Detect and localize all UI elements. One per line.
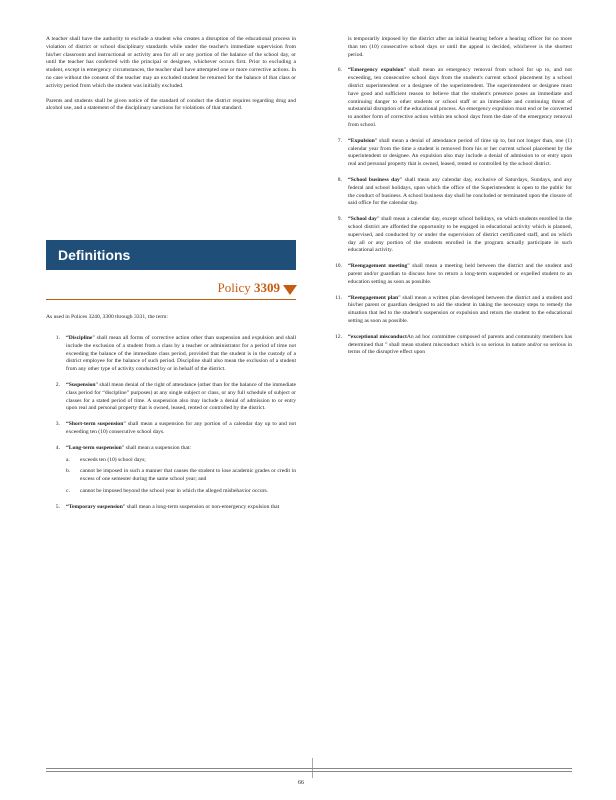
right-definition-list [328,36,572,365]
definition-term: “Emergency expulsion [348,67,404,74]
policy-label [190,280,280,296]
definition-item [328,263,572,286]
policy-number: 3309 [254,280,280,295]
left-top-text [46,36,296,120]
definition-text: ” shall mean a calendar day, except school holidays, on which students enrolled in the school district are afforded the opportunity to be engaged in educational activity which is planned, supervised, and conducted by or under the supervision of district certificated staff, and on which day all or any portion of the students enrolled in the program actually participate in such educational activity. [348,216,572,254]
definition-term: “Short-term suspension [66,421,124,428]
definition-item [328,67,572,129]
sub-letter: c. [66,487,70,494]
definition-item [328,138,572,169]
footer-rule [46,768,572,769]
definition-term: “Expulsion [348,137,375,144]
triangle-down-icon [283,285,297,295]
sub-text: exceeds ten (10) school days; [80,456,146,463]
sub-letter: a. [66,456,70,463]
section-title: Definitions [58,247,131,263]
continuation-text: is temporarily imposed by the district after an initial hearing before a hearing officer for no more than ten (10) consecutive school days or until the appeal is decided, whichever is the shortest period. [348,36,572,58]
definition-text: ” shall mean a suspension that: [121,444,191,451]
definition-term: “School business day [348,176,400,183]
item-number: 4. [55,444,60,451]
definition-item [328,216,572,255]
item-number: 8. [337,176,342,183]
page-number: 66 [298,780,304,786]
definition-text: ” shall mean all forms of corrective action other than suspension and expulsion and shall include the exclusion of a student from a class by a teacher or administrator for a period of time not exceeding the balance of the immediate class period, provided that the student is in the custody of a district employee for the balance of such period. Discipline shall also mean the exclusion of a student from any other type of activity conducted by or in behalf of the district. [66,335,296,373]
item-number: 6. [337,67,342,74]
section-header-bar [46,240,296,270]
intro-text: As used in Polices 3240, 3300 through 3331, the term: [46,314,168,320]
definition-item [328,177,572,208]
definition-text: ” shall mean any calendar day, exclusive of Saturdays, Sundays, and any federal and school holidays, upon which the office of the Superintendent is open to the public for the conduct of business. A school business day shall be concluded or terminated upon the closure of said office for the calendar day. [348,176,572,207]
sub-item [66,488,296,496]
definition-text: ” shall mean denial of the right of attendance (other than for the balance of the immediate class period for “discipline” purposes) at any single subject or class, or any full schedule of subject or classes for a stated period of time. A suspension also may include a denial of admission to or entry upon real and personal property that is owned, leased, rented or controlled by the district. [66,381,296,412]
definition-term: “Temporary suspension [66,503,123,510]
paragraph-notice: Parents and students shall be given notice of the standard of conduct the district requires regarding drug and alcohol use, and a statement of the disciplinary sanctions for violations of that standard. [46,97,296,112]
definition-text: ” shall mean a meeting held between the district and the student and parent and/or guardian to discuss how to return a long-term suspended or expelled student to an education setting as soon as possible. [348,263,572,285]
item-number: 5. [55,503,60,510]
definition-text: ” shall mean a long-term suspension or non-emergency expulsion that [122,503,280,510]
sub-item [66,457,296,465]
definition-text: An ad hoc committee composed of parents and community members has determined that ” shall mean student misconduct which is so serious in nature and/or so serious in terms of the disruptive effect upon [348,333,572,356]
definition-text: ” shall mean a denial of attendance period of time up to, but not longer than, one (1) calendar year from the time a student is removed from his or her current school placement by the superintendent or designee. An expulsion also may include a denial of admission to or entry upon real and personal property that is owned, leased, rented or controlled by the school district. [348,137,572,168]
definition-text: ” shall mean an emergency removal from school for up to, and not exceeding, ten consecutive school days from the student's current school placement by a school district superintendent or a designee of the superintendent. The superintendent or designee must have good and sufficient reason to believe that the student's presence poses an immediate and continuing danger to other students or school staff or an immediate and continuing threat of substantial disruption of the educational process. An emergency expulsion must end or be converted to another form of corrective action within ten school days from the date of the emergency removal from school. [348,67,572,128]
definition-item [328,295,572,326]
item-number: 7. [337,137,342,144]
sub-text: cannot be imposed beyond the school year in which the alleged misbehavior occurs. [80,487,269,494]
definition-term: “Suspension [66,381,96,388]
definition-text: ” shall mean a suspension for any portion of a calendar day up to and not exceeding ten (10) consecutive school days. [66,421,297,435]
definition-term: “Discipline [66,335,93,341]
definition-term: “Long-term suspension [66,444,122,451]
definition-item [46,504,296,512]
definition-text: ” shall mean a written plan developed between the district and a student and his/her parent or guardian designed to aid the student in taking the necessary steps to remedy the situation that led to the student's suspension or expulsion and return the student to the educational setting as soon as possible. [348,294,573,324]
item-number: 2. [55,381,60,388]
sub-letter: b. [66,468,71,475]
definition-term: “exceptional misconduct [348,333,407,340]
item-number: 9. [337,216,342,223]
item-number: 10. [335,263,342,270]
footer-rule-secondary [46,771,572,772]
definition-item [46,421,296,437]
item-number: 3. [55,421,60,428]
definition-item [46,335,296,374]
policy-divider [46,299,296,300]
continuation-item [328,36,572,59]
sub-text: cannot be imposed in such a manner that causes the student to lose academic grades or credit in excess of one semester during the same school year; and [80,468,296,483]
definition-term: “School day [348,216,377,223]
policy-prefix: Policy [217,280,251,295]
definition-item [46,445,296,496]
definition-term: “Reengagement meeting [348,263,408,270]
sub-item [66,468,296,484]
item-number: 1. [55,335,60,341]
definition-item [328,334,572,357]
left-definition-list [46,335,296,520]
item-number: 12. [335,333,342,340]
definition-term: “Reengagement plan [348,294,399,301]
paragraph-teacher-authority: A teacher shall have the authority to exclude a student who creates a disruption of the educational process in violation of district or school disciplinary standards while under the teacher's immediate supervision from his/her classroom and instructional or activity area for all or any portion of the balance of the school day, or until the teacher has conferred with the principal or designee, whichever occurs first. Prior to excluding a student, except in emergency circumstances, the teacher shall have attempted one or more corrective actions. In no case without the consent of the teacher may an excluded student be returned for the balance of that class or activity period from which the student was initially excluded. [46,36,296,89]
item-number: 11. [335,294,342,301]
definition-item [46,382,296,413]
